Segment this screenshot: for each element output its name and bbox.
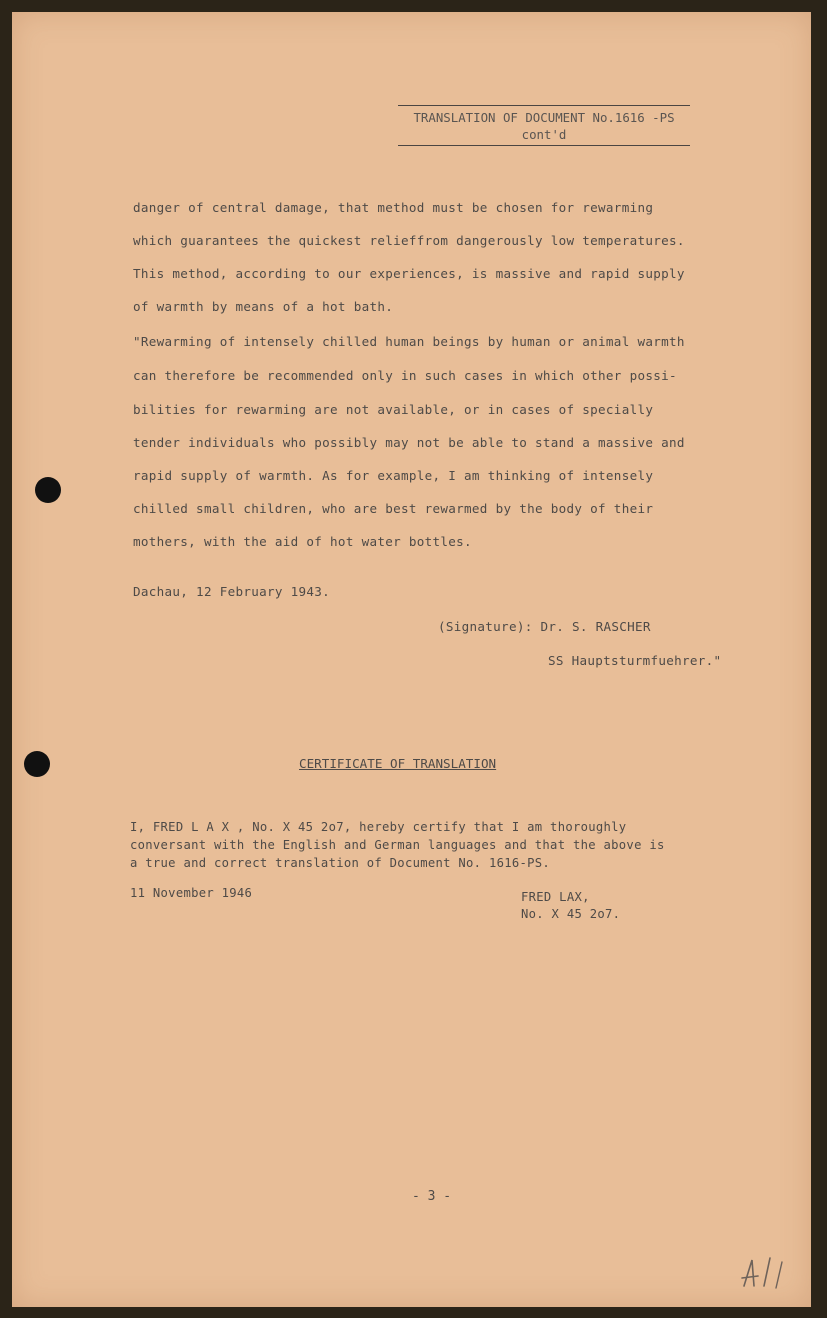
rank-line: SS Hauptsturmfuehrer." [548, 653, 722, 668]
body-line: of warmth by means of a hot bath. [133, 299, 394, 314]
punch-hole-top [35, 477, 61, 503]
certificate-line: I, FRED L A X , No. X 45 2o7, hereby certify that I am thoroughly [130, 820, 627, 834]
signature-line: (Signature): Dr. S. RASCHER [438, 619, 651, 634]
certificate-line: a true and correct translation of Document No. 1616-PS. [130, 856, 551, 870]
place-date: Dachau, 12 February 1943. [133, 584, 331, 599]
certificate-title: CERTIFICATE OF TRANSLATION [299, 756, 497, 771]
document-header [398, 105, 690, 146]
body-line: rapid supply of warmth. As for example, I am thinking of intensely [133, 468, 654, 483]
body-line: "Rewarming of intensely chilled human beings by human or animal warmth [133, 334, 685, 349]
handwritten-annotation [738, 1252, 786, 1292]
header-title: TRANSLATION OF DOCUMENT No.1616 -PS [413, 110, 675, 125]
body-line: chilled small children, who are best rewarmed by the body of their [133, 501, 654, 516]
certificate-line: conversant with the English and German languages and that the above is [130, 838, 665, 852]
page-number: - 3 - [412, 1189, 452, 1204]
body-line: mothers, with the aid of hot water bottles. [133, 534, 472, 549]
body-line: bilities for rewarming are not available, or in cases of specially [133, 402, 654, 417]
translator-name: FRED LAX, [521, 890, 590, 904]
body-line: danger of central damage, that method must be chosen for rewarming [133, 200, 654, 215]
body-line: tender individuals who possibly may not be able to stand a massive and [133, 435, 685, 450]
body-line: This method, according to our experiences, is massive and rapid supply [133, 266, 685, 281]
body-line: which guarantees the quickest relieffrom dangerously low temperatures. [133, 233, 685, 248]
header-subtitle: cont'd [521, 127, 567, 142]
certificate-date: 11 November 1946 [130, 886, 253, 900]
document-page [12, 12, 811, 1307]
punch-hole-bottom [24, 751, 50, 777]
translator-number: No. X 45 2o7. [521, 907, 621, 921]
body-line: can therefore be recommended only in such cases in which other possi- [133, 368, 677, 383]
